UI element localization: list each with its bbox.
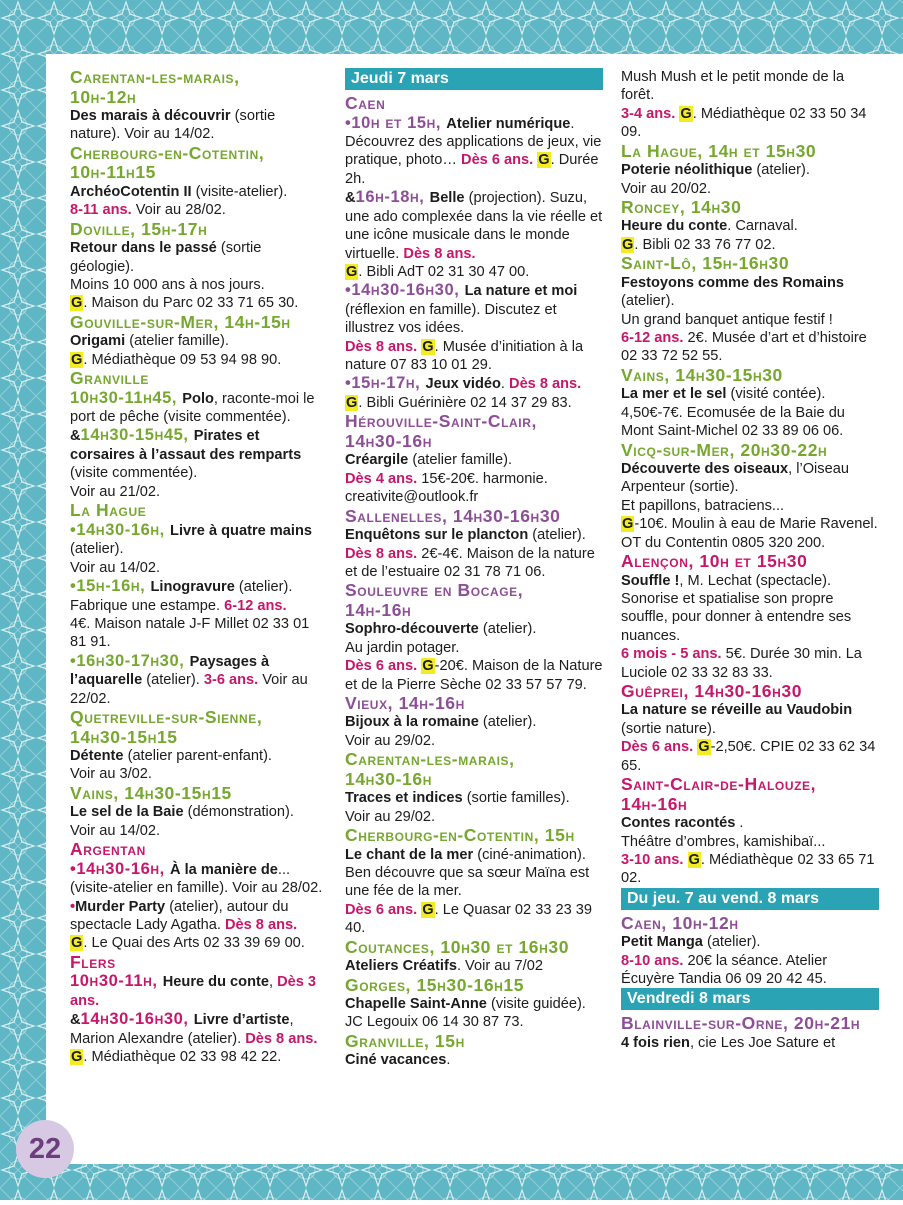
age-range: Dès 6 ans.: [345, 658, 418, 675]
age-range: 3-6 ans.: [203, 672, 259, 689]
location-heading: Carentan-les-marais,: [70, 67, 240, 87]
event-line: [70, 577, 328, 615]
location-heading: 14h-16h: [345, 599, 412, 620]
event-line: [70, 765, 328, 783]
event-title: Livre d’artiste: [193, 1012, 290, 1029]
event-text: (atelier famille).: [125, 333, 229, 350]
event-line: [345, 188, 603, 263]
event-text: . Voir au 7/02: [456, 958, 543, 975]
event-title: Retour dans le passé: [70, 240, 217, 257]
event-line: [70, 239, 328, 276]
page-number: 22: [16, 1120, 74, 1178]
event-line: [621, 329, 879, 366]
event-text: 15€-20€. harmonie. creativite@outlook.fr: [345, 470, 548, 506]
event-title: Murder Party: [75, 898, 166, 915]
event-line: [621, 701, 879, 738]
event-line: [621, 236, 879, 254]
event-title: Paysages à l’aquarelle: [70, 653, 270, 689]
event-line: [345, 451, 603, 469]
event-line: [621, 515, 879, 552]
event-text: (visité contée).: [726, 386, 826, 403]
event-text: (atelier).: [478, 714, 537, 731]
event-line: [345, 789, 603, 807]
location-heading: Saint-Lô, 15h-16h30: [621, 253, 790, 274]
event-text: Mush Mush et le petit monde de la forêt.: [621, 69, 845, 104]
event-line: [70, 183, 328, 201]
event-line: [345, 545, 603, 582]
event-line: [621, 952, 879, 989]
event-line: [621, 833, 879, 851]
event-text: . Durée 2h.: [345, 152, 599, 187]
event-line: [345, 957, 603, 975]
event-line: [345, 713, 603, 731]
location-heading: Guêprei, 14h30-16h30: [621, 680, 803, 701]
event-title: La nature et moi: [464, 283, 578, 300]
age-range: Dès 3 ans.: [70, 974, 317, 1009]
event-line: [70, 972, 328, 1010]
location-heading: La Hague: [70, 500, 147, 521]
event-title: Enquêtons sur le plancton: [345, 527, 529, 544]
location-heading: Coutances, 10h30 et 16h30: [345, 936, 570, 957]
free-g-icon: G: [71, 351, 83, 368]
event-text: , M. Lechat (spectacle). Sonorise et spatialise son propre souffle, pour donner à entendre ses nuances.: [621, 572, 852, 644]
location-heading: 14h30-15h15: [70, 726, 178, 747]
location-heading: 14h30-16h: [345, 768, 432, 789]
time-slot: •14h30-16h30,: [345, 281, 465, 300]
free-g-icon: G: [71, 295, 83, 312]
event-title: Souffle !: [621, 572, 680, 589]
event-line: [345, 657, 603, 694]
age-range: Dès 8 ans.: [224, 916, 298, 933]
location-heading: Souleuvre en Bocage,: [345, 580, 524, 601]
event-text: (sortie nature). Voir au 14/02.: [70, 108, 276, 143]
free-g-icon: G: [346, 394, 358, 411]
event-title: Belle: [429, 190, 465, 207]
event-line: [621, 311, 879, 329]
event-line: [621, 933, 879, 951]
time-slot: 10h30-11h45,: [70, 388, 183, 407]
location-heading: 14h-16h: [621, 793, 688, 814]
age-range: Dès 6 ans.: [461, 152, 534, 169]
event-text: (atelier).: [528, 527, 586, 544]
event-text: (atelier).: [621, 293, 675, 310]
event-line: [345, 526, 603, 544]
event-line: [621, 497, 879, 515]
time-slot: 14h30-16h30,: [80, 1010, 194, 1029]
event-text: (atelier), autour du spectacle Lady Agatha.: [70, 898, 289, 933]
event-title: 4 fois rien: [621, 1034, 690, 1051]
age-range: 6-12 ans.: [621, 329, 684, 346]
event-text: , l’Oiseau Arpenteur (sortie).: [621, 461, 849, 496]
date-banner: Jeudi 7 mars: [345, 68, 603, 90]
event-text: . Médiathèque 09 53 94 98 90.: [83, 351, 282, 368]
column-1: [70, 68, 328, 1067]
event-line: [70, 276, 328, 294]
event-text: JC Legouix 06 14 30 87 73.: [345, 1014, 524, 1031]
free-g-icon: G: [346, 263, 358, 280]
time-slot: •16h30-17h30,: [70, 651, 190, 670]
location-heading: Carentan-les-marais,: [345, 749, 515, 770]
event-text: 4,50€-7€. Ecomusée de la Baie du Mont Saint-Michel 02 33 89 06 06.: [621, 404, 845, 440]
event-text: (démonstration).: [183, 804, 294, 821]
event-title: &: [345, 190, 356, 207]
event-line: [70, 201, 328, 219]
location-heading: Cherbourg-en-Cotentin, 15h: [345, 825, 575, 846]
event-text: . Le Quasar 02 33 23 39 40.: [345, 901, 593, 937]
event-title: Jeux vidéo: [425, 376, 501, 393]
event-line: [345, 263, 603, 281]
event-line: [621, 738, 879, 775]
event-text: . Bibli 02 33 76 77 02.: [634, 236, 776, 253]
event-text: . Bibli AdT 02 31 30 47 00.: [358, 263, 530, 280]
event-text: Au jardin potager.: [345, 639, 460, 656]
event-text: (atelier).: [702, 934, 761, 951]
free-g-icon: G: [698, 739, 710, 756]
location-heading: 10h-12h: [70, 86, 137, 107]
column-2: [345, 68, 603, 1070]
event-text: Voir au 3/02.: [70, 766, 152, 783]
free-g-icon: G: [622, 516, 634, 533]
event-line: [70, 559, 328, 577]
event-title: Linogravure: [150, 579, 235, 595]
event-text: [683, 852, 687, 868]
free-g-icon: G: [538, 152, 550, 169]
time-slot: 16h-18h,: [355, 188, 430, 207]
free-g-icon: G: [422, 901, 434, 918]
event-title: Ciné vacances: [345, 1052, 447, 1069]
event-text: Un grand banquet antique festif !: [621, 311, 833, 328]
location-heading: Flers: [70, 951, 116, 972]
event-title: Poterie néolithique: [621, 162, 753, 179]
event-line: [345, 374, 603, 394]
event-line: [345, 901, 603, 938]
event-title: &: [70, 428, 81, 445]
location-heading: La Hague, 14h et 15h30: [621, 140, 817, 161]
event-text: (atelier). Fabrique une estampe.: [70, 579, 293, 614]
location-heading: Gorges, 15h30-16h15: [345, 974, 525, 995]
event-line: [70, 615, 328, 652]
event-text: , Marion Alexandre (atelier).: [70, 1012, 294, 1047]
event-line: [621, 217, 879, 235]
event-text: -10€. Moulin à eau de Marie Ravenel. OT du Contentin 0805 320 200.: [621, 516, 878, 551]
time-slot: 14h30-15h45,: [80, 426, 194, 445]
event-text: . Médiathèque 02 33 98 42 22.: [83, 1049, 282, 1066]
location-heading: Quetreville-sur-Sienne,: [70, 707, 263, 728]
location-heading: Vieux, 14h-16h: [345, 692, 465, 713]
event-text: .: [735, 815, 744, 832]
age-range: Dès 8 ans.: [509, 376, 582, 393]
event-title: Heure du conte: [162, 974, 269, 991]
location-heading: 14h30-16h: [345, 430, 432, 451]
event-text: (visite commentée).: [70, 465, 198, 482]
event-line: [70, 389, 328, 427]
event-text: Voir au 21/02.: [70, 483, 161, 500]
event-text: . Musée d’initiation à la nature 07 83 10 01 29.: [345, 338, 584, 374]
location-heading: Vains, 14h30-15h15: [70, 782, 232, 803]
event-text: (sortie nature).: [621, 720, 716, 737]
event-title: Sophro-découverte: [345, 621, 479, 638]
location-heading: Vains, 14h30-15h30: [621, 364, 783, 385]
location-heading: Doville, 15h-17h: [70, 218, 208, 239]
time-slot: •15h-16h,: [70, 577, 151, 595]
event-text: Voir au 29/02.: [345, 808, 436, 825]
event-text: , cie Les Joe Sature et: [689, 1034, 836, 1051]
event-line: [345, 281, 603, 337]
event-text: Voir au 14/02.: [70, 822, 161, 839]
event-text: . Bibli Guérinière 02 14 37 29 83.: [358, 394, 572, 411]
event-text: Voir au 14/02.: [70, 559, 161, 576]
event-title: Des marais à découvrir: [70, 108, 231, 124]
event-text: (atelier).: [142, 672, 204, 689]
free-g-icon: G: [422, 338, 434, 355]
event-title: Le chant de la mer: [345, 846, 474, 863]
event-text: .: [500, 376, 510, 393]
location-heading: Granville, 15h: [345, 1030, 465, 1051]
event-line: [621, 851, 879, 888]
time-slot: •14h30-16h,: [70, 859, 171, 878]
event-line: [345, 732, 603, 750]
age-range: 3-10 ans.: [621, 851, 684, 868]
event-title: Livre à quatre mains: [170, 522, 312, 539]
free-g-icon: G: [71, 1049, 83, 1066]
event-line: [345, 808, 603, 826]
event-text: . Maison du Parc 02 33 71 65 30.: [83, 295, 299, 312]
event-text: Voir au 20/02.: [621, 180, 712, 197]
event-line: [70, 652, 328, 708]
location-heading: Alençon, 10h et 15h30: [621, 551, 808, 572]
event-text: Voir au 22/02.: [70, 672, 308, 707]
event-text: Théâtre d’ombres, kamishibaï...: [621, 833, 826, 850]
event-text: ... (visite-atelier en famille). Voir au 28/02.: [70, 861, 323, 897]
location-heading: Saint-Clair-de-Halouze,: [621, 774, 817, 795]
event-line: [70, 1010, 328, 1048]
event-title: La mer et le sel: [621, 386, 727, 403]
event-title: Petit Manga: [621, 934, 703, 951]
event-line: [70, 747, 328, 765]
event-line: [621, 1034, 879, 1052]
event-title: La nature se réveille au Vaudobin: [621, 702, 853, 719]
age-range: Dès 8 ans.: [245, 1030, 318, 1047]
age-range: 8-10 ans.: [621, 952, 684, 969]
event-text: 20€ la séance. Atelier Écuyère Tandia 06 09 20 42 45.: [621, 952, 828, 988]
event-text: 2€. Musée d’art et d’histoire 02 33 72 52 55.: [621, 329, 867, 365]
date-banner: Vendredi 8 mars: [621, 988, 879, 1010]
event-text: . Découvrez des applications de jeux, vie pratique, photo…: [345, 115, 602, 169]
event-title: Traces et indices: [345, 790, 463, 807]
age-range: Dès 8 ans.: [403, 245, 476, 262]
event-title: À la manière de: [170, 861, 278, 878]
event-text: ,: [268, 974, 278, 991]
event-line: [70, 803, 328, 821]
age-range: Dès 6 ans.: [621, 739, 694, 756]
event-line: [621, 180, 879, 198]
event-line: [621, 814, 879, 832]
event-text: (atelier).: [478, 621, 537, 638]
event-title: Découverte des oiseaux: [621, 461, 789, 477]
age-range: 6-12 ans.: [224, 597, 287, 614]
event-text: 4€. Maison natale J-F Millet 02 33 01 81 91.: [70, 615, 310, 651]
event-line: [621, 404, 879, 441]
event-text: Moins 10 000 ans à nos jours.: [70, 276, 265, 293]
event-line: [70, 898, 328, 935]
location-heading: Cherbourg-en-Cotentin,: [70, 142, 265, 163]
age-range: Dès 6 ans.: [345, 901, 418, 918]
event-line: [621, 105, 879, 142]
event-text: . Carnaval.: [727, 218, 798, 235]
event-text: .: [446, 1052, 451, 1069]
free-g-icon: G: [622, 236, 634, 253]
event-text: . Médiathèque 02 33 65 71 02.: [621, 851, 875, 887]
location-heading: Hérouville-Saint-Clair,: [345, 411, 537, 432]
event-line: [345, 394, 603, 412]
event-line: [345, 639, 603, 657]
event-title: &: [70, 1012, 81, 1029]
location-heading: Caen, 10h-12h: [621, 912, 739, 933]
event-text: . Le Quai des Arts 02 33 39 69 00.: [83, 935, 305, 952]
event-text: (visite guidée).: [486, 996, 586, 1012]
event-text: -2,50€. CPIE 02 33 62 34 65.: [621, 739, 876, 774]
event-text: 5€. Durée 30 min. La Luciole 02 33 32 83 33.: [621, 646, 862, 681]
event-text: (projection). Suzu, une ado complexée dans la vie réelle et une icône musicale dans le monde virtuelle.: [345, 190, 603, 262]
event-text: (atelier famille).: [408, 452, 513, 469]
event-line: [345, 620, 603, 638]
event-line: [70, 107, 328, 144]
event-title: Créargile: [345, 452, 409, 469]
location-heading: Sallenelles, 14h30-16h30: [345, 505, 561, 526]
location-heading: 10h-11h15: [70, 162, 156, 183]
event-title: Chapelle Saint-Anne: [345, 996, 487, 1012]
free-g-icon: G: [688, 851, 700, 868]
free-g-icon: G: [680, 105, 692, 122]
event-text: Et papillons, batraciens...: [621, 497, 785, 514]
age-range: 3-4 ans.: [621, 105, 676, 122]
event-line: [70, 332, 328, 350]
event-title: Ateliers Créatifs: [345, 958, 457, 975]
age-range: 6 mois - 5 ans.: [621, 646, 722, 663]
event-title: Atelier numérique: [446, 115, 571, 132]
event-text: Voir au 29/02.: [345, 732, 436, 749]
event-text: (visite-atelier).: [191, 183, 288, 200]
event-line: [621, 274, 879, 311]
event-text: (atelier).: [752, 162, 810, 179]
event-title: Pirates et corsaires à l’assaut des remparts: [70, 428, 302, 463]
event-text: (ciné-animation). Ben découvre que sa sœur Maïna est une fée de la mer.: [345, 846, 590, 900]
event-text: (réflexion en famille). Discutez et illustrez vos idées.: [345, 301, 557, 337]
age-range: Dès 8 ans.: [345, 338, 418, 355]
location-heading: Roncey, 14h30: [621, 196, 742, 217]
time-slot: •15h-17h,: [345, 374, 426, 393]
event-text: (sortie géologie).: [70, 240, 262, 275]
event-title: Contes racontés: [621, 815, 736, 832]
event-title: Bijoux à la romaine: [345, 714, 479, 731]
event-text: Voir au 28/02.: [131, 202, 226, 219]
event-line: [70, 1048, 328, 1066]
event-line: [621, 385, 879, 403]
free-g-icon: G: [422, 658, 434, 675]
event-line: [621, 460, 879, 497]
event-line: [345, 470, 603, 507]
event-line: [345, 1013, 603, 1031]
time-slot: •10h et 15h,: [345, 113, 447, 132]
event-line: [345, 114, 603, 189]
event-line: [70, 426, 328, 482]
event-title: Festoyons comme des Romains: [621, 274, 845, 291]
event-text: (atelier).: [70, 541, 124, 558]
event-line: [345, 995, 603, 1013]
event-title: Polo: [182, 390, 214, 407]
column-3: [621, 68, 879, 1052]
age-range: Dès 8 ans.: [345, 545, 418, 562]
event-title: Détente: [70, 748, 124, 765]
event-text: -20€. Maison de la Nature et de la Pierre Sèche 02 33 57 57 79.: [345, 658, 603, 693]
event-text: (atelier parent-enfant).: [123, 748, 272, 765]
event-title: Origami: [70, 333, 126, 350]
event-text: 2€-4€. Maison de la nature et de l’estuaire 02 31 78 71 06.: [345, 545, 595, 580]
bullet: •: [70, 898, 76, 915]
event-line: [621, 645, 879, 682]
location-heading: Gouville-sur-Mer, 14h-15h: [70, 311, 291, 332]
event-text: (sortie familles).: [462, 790, 570, 807]
age-range: 8-11 ans.: [70, 202, 132, 219]
event-line: [70, 294, 328, 312]
event-line: [345, 846, 603, 901]
event-text: , raconte-moi le port de pêche (visite commentée).: [70, 390, 315, 426]
free-g-icon: G: [71, 935, 83, 952]
event-line: [621, 68, 879, 105]
location-heading: Caen: [345, 93, 386, 113]
time-slot: •14h30-16h,: [70, 520, 171, 539]
event-line: [70, 351, 328, 369]
event-line: [70, 860, 328, 898]
event-line: [70, 822, 328, 840]
location-heading: Granville: [70, 368, 150, 389]
event-text: . Médiathèque 02 33 50 34 09.: [621, 105, 867, 141]
date-banner: Du jeu. 7 au vend. 8 mars: [621, 888, 879, 910]
age-range: Dès 4 ans.: [345, 470, 418, 487]
event-line: [345, 1051, 603, 1069]
event-title: ArchéoCotentin II: [70, 183, 192, 200]
location-heading: Argentan: [70, 839, 146, 860]
event-line: [345, 338, 603, 375]
event-line: [70, 934, 328, 952]
time-slot: 10h30-11h,: [70, 972, 163, 991]
event-line: [621, 572, 879, 646]
event-line: [70, 483, 328, 501]
event-title: Heure du conte: [621, 218, 728, 235]
location-heading: Blainville-sur-Orne, 20h-21h: [621, 1013, 861, 1034]
event-line: [70, 521, 328, 559]
event-title: Le sel de la Baie: [70, 804, 184, 821]
location-heading: Vicq-sur-Mer, 20h30-22h: [621, 439, 828, 460]
event-line: [621, 161, 879, 179]
